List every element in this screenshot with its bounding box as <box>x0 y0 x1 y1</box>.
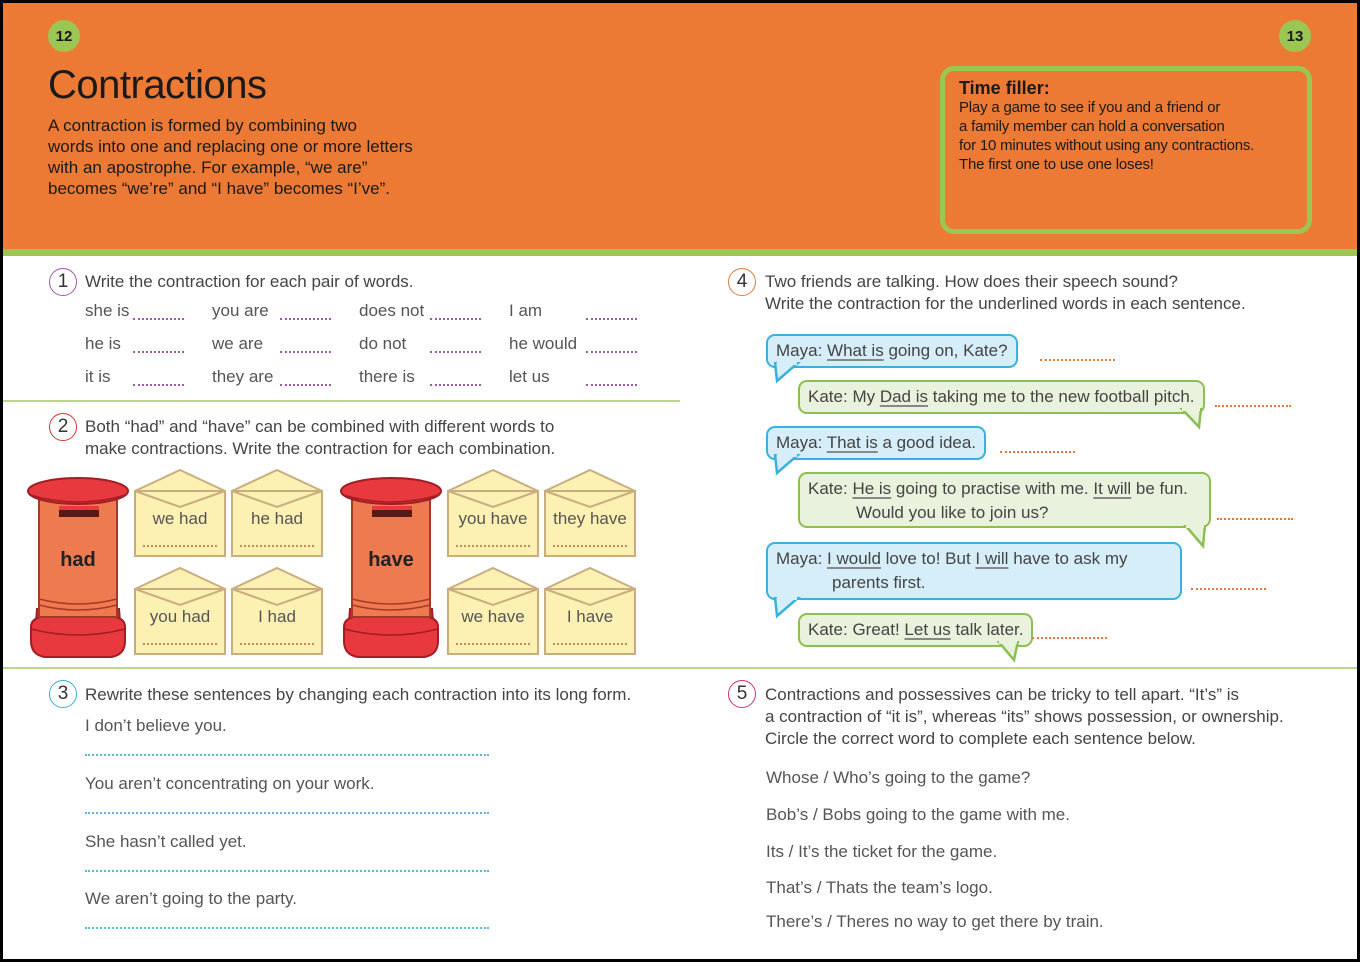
answer-line[interactable] <box>280 318 331 320</box>
bubble-tail <box>996 641 1022 663</box>
time-filler-line: for 10 minutes without using any contractions. <box>959 137 1255 154</box>
instruction-line: a contraction of “it is”, whereas “its” shows possession, or ownership. <box>765 707 1284 726</box>
sentence-text: I don’t believe you. <box>85 716 227 735</box>
question-4-number: 4 <box>728 268 756 296</box>
page-title: Contractions <box>48 63 267 107</box>
answer-line[interactable] <box>553 545 627 547</box>
envelope-label: they have <box>553 509 627 528</box>
bubble-tail <box>1179 408 1205 430</box>
bubble-text: have to ask my <box>1008 549 1128 568</box>
time-filler-line: Play a game to see if you and a friend or <box>959 99 1221 116</box>
underlined-words: Let us <box>904 620 951 639</box>
word-pair: I am <box>509 301 543 320</box>
word-pair: he would <box>509 334 578 353</box>
answer-line[interactable] <box>133 318 184 320</box>
postbox <box>27 469 129 659</box>
answer-line[interactable] <box>586 351 637 353</box>
answer-line[interactable] <box>586 318 637 320</box>
header-band <box>3 3 1357 249</box>
bubble-text: parents first. <box>832 573 926 592</box>
underlined-words: What is <box>827 341 884 360</box>
answer-line[interactable] <box>456 643 530 645</box>
instruction-line: make contractions. Write the contraction for each combination. <box>85 439 556 458</box>
answer-line[interactable] <box>1040 359 1115 361</box>
postbox-label: have <box>368 549 414 571</box>
answer-line[interactable] <box>1217 518 1293 520</box>
underlined-words: Dad is <box>879 387 929 406</box>
underlined-words: That is <box>826 433 878 452</box>
time-filler-title: Time filler: <box>959 78 1050 98</box>
envelope <box>134 567 226 655</box>
bubble-text: a good idea. <box>877 433 977 452</box>
word-pair: there is <box>359 367 415 386</box>
underlined-words: I will <box>975 549 1009 568</box>
choice-sentence[interactable]: There’s / Theres no way to get there by train. <box>766 912 1104 931</box>
intro-line: words into one and replacing one or more letters <box>48 137 413 156</box>
bubble-text: going on, Kate? <box>883 341 1008 360</box>
answer-line[interactable] <box>1215 405 1291 407</box>
section-divider <box>3 400 680 402</box>
answer-line[interactable] <box>456 545 530 547</box>
answer-line[interactable] <box>430 351 481 353</box>
header-divider <box>3 249 1357 256</box>
intro-line: with an apostrophe. For example, “we are” <box>48 158 368 177</box>
bubble-text: Would you like to join us? <box>856 503 1049 522</box>
intro-text <box>48 115 448 199</box>
bubble-text: taking me to the new football pitch. <box>928 387 1195 406</box>
word-pair: it is <box>85 367 111 386</box>
word-pair: she is <box>85 301 130 320</box>
answer-line[interactable] <box>133 384 184 386</box>
question-4-instruction <box>765 271 1246 315</box>
instruction-line: Write the contraction for the underlined words in each sentence. <box>765 294 1246 313</box>
answer-line[interactable] <box>85 870 489 872</box>
answer-line[interactable] <box>133 351 184 353</box>
answer-line[interactable] <box>1032 637 1107 639</box>
choice-sentence[interactable]: Its / It’s the ticket for the game. <box>766 842 998 861</box>
postbox-label: had <box>60 549 96 571</box>
choice-sentence[interactable]: Bob’s / Bobs going to the game with me. <box>766 805 1070 824</box>
page-number-right: 13 <box>1279 20 1311 52</box>
envelope <box>544 567 636 655</box>
speaker-label: Maya: <box>776 549 823 568</box>
sentence-text: You aren’t concentrating on your work. <box>85 774 375 793</box>
bubble-text: going to practise with me. <box>891 479 1094 498</box>
intro-line: A contraction is formed by combining two <box>48 116 357 135</box>
bubble-text: talk later. <box>950 620 1024 639</box>
envelope <box>544 469 636 557</box>
choice-sentence[interactable]: Whose / Who’s going to the game? <box>766 768 1031 787</box>
bubble-text: be fun. <box>1131 479 1188 498</box>
answer-line[interactable] <box>143 545 217 547</box>
sentence-text: We aren’t going to the party. <box>85 889 297 908</box>
underlined-words: I would <box>827 549 881 568</box>
answer-line[interactable] <box>586 384 637 386</box>
speech-bubble-maya <box>766 334 1018 368</box>
question-3-number: 3 <box>49 680 77 708</box>
answer-line[interactable] <box>85 927 489 929</box>
instruction-line: Two friends are talking. How does their speech sound? <box>765 272 1178 291</box>
envelope <box>134 469 226 557</box>
bubble-text: Great! <box>852 620 905 639</box>
word-pair: let us <box>509 367 550 386</box>
word-pair: he is <box>85 334 121 353</box>
envelope-label: I have <box>566 607 614 626</box>
answer-line[interactable] <box>1000 451 1075 453</box>
speaker-label: Maya: <box>776 433 823 452</box>
question-5-instruction <box>765 684 1284 750</box>
sentence-text: She hasn’t called yet. <box>85 832 247 851</box>
envelope-label: he had <box>251 509 303 528</box>
word-pair: do not <box>359 334 407 353</box>
instruction-line: Contractions and possessives can be tricky to tell apart. “It’s” is <box>765 685 1239 704</box>
word-pair: we are <box>212 334 264 353</box>
answer-line[interactable] <box>85 812 489 814</box>
postbox <box>340 469 442 659</box>
question-1-instruction: Write the contraction for each pair of words. <box>85 272 414 291</box>
envelope <box>231 469 323 557</box>
envelope-label: you had <box>149 607 211 626</box>
bubble-tail <box>773 454 803 476</box>
speaker-label: Maya: <box>776 341 823 360</box>
answer-line[interactable] <box>430 318 481 320</box>
bubble-text: My <box>852 387 880 406</box>
section-divider <box>3 667 1357 669</box>
word-pair: you are <box>212 301 269 320</box>
underlined-words: It will <box>1093 479 1132 498</box>
speaker-label: Kate: <box>808 620 848 639</box>
question-1-number: 1 <box>49 268 77 296</box>
workbook-spread <box>3 3 1357 959</box>
speaker-label: Kate: <box>808 387 848 406</box>
time-filler-line: The first one to use one loses! <box>959 156 1154 173</box>
envelope <box>231 567 323 655</box>
speech-bubble-kate <box>798 380 1205 414</box>
answer-line[interactable] <box>280 351 331 353</box>
envelope-label: we have <box>461 607 525 626</box>
answer-line[interactable] <box>1191 588 1266 590</box>
bubble-tail <box>773 362 803 384</box>
instruction-line: Circle the correct word to complete each sentence below. <box>765 729 1196 748</box>
envelope <box>447 469 539 557</box>
question-3-instruction: Rewrite these sentences by changing each contraction into its long form. <box>85 685 632 704</box>
question-5-number: 5 <box>728 680 756 708</box>
time-filler-box <box>940 66 1312 234</box>
instruction-line: Both “had” and “have” can be combined with different words to <box>85 417 555 436</box>
speaker-label: Kate: <box>808 479 848 498</box>
question-2-number: 2 <box>49 413 77 441</box>
answer-line[interactable] <box>430 384 481 386</box>
time-filler-line: a family member can hold a conversation <box>959 118 1225 135</box>
choice-sentence[interactable]: That’s / Thats the team’s logo. <box>766 878 993 897</box>
envelope-label: I had <box>258 607 296 626</box>
envelope <box>447 567 539 655</box>
bubble-text: love to! But <box>880 549 976 568</box>
answer-line[interactable] <box>143 643 217 645</box>
envelope-label: we had <box>152 509 208 528</box>
intro-line: becomes “we’re” and “I have” becomes “I’ve”. <box>48 179 391 198</box>
word-pair: they are <box>212 367 274 386</box>
answer-line[interactable] <box>280 384 331 386</box>
answer-line[interactable] <box>240 545 314 547</box>
answer-line[interactable] <box>240 643 314 645</box>
page-number-left: 12 <box>48 20 80 52</box>
question-2-instruction <box>85 416 555 460</box>
envelope-label: you have <box>458 509 528 528</box>
time-filler-body <box>959 98 1293 174</box>
word-pair: does not <box>359 301 425 320</box>
bubble-tail <box>1183 525 1209 549</box>
underlined-words: He is <box>852 479 892 498</box>
answer-line[interactable] <box>553 643 627 645</box>
bubble-tail <box>773 597 803 619</box>
speech-bubble-maya <box>766 542 1182 600</box>
answer-line[interactable] <box>85 754 489 756</box>
speech-bubble-kate <box>798 472 1211 528</box>
